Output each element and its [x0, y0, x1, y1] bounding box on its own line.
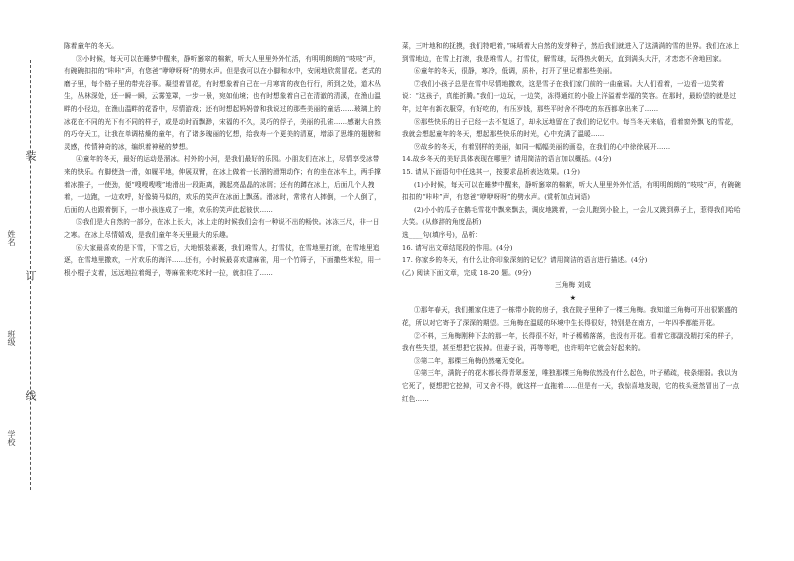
- binding-label-zhuang: 装: [24, 150, 37, 161]
- left-paragraph: ③小时候，每天可以在睡梦中醒来，静听窸窣的棉絮，听大人里里外外忙活，有明明朗朗的“吱吱”声，有碗碗扣扣的“咔咔”声，有您爸“咿咿呀呀”的劈水声。但是我可以在小脚和水中，安闲地欣赏冒花。老式的磨子里，每个格子里的带壳谷事。凝望着冒花，有时想象着自己在一月寒宵的夜色行行，所到之处，道木丛生，丛林深处，还一瞬一瞬，云雾笼罩，一步一景，宛如仙境；也有时想象着自己在清澈的清溪，在渔山温畔的小径边，在渔山温畔的花香中，尽情游戏；还有时想起妈妈曾和我说过的那些美丽的童话……玻璃上的冰花在不同的光下有不同的样子，或是动时而飘渺，宋福的不久，灵巧的俘子，美丽的孔雀……感谢大自然的巧夺天工，让我在单调枯燥的童年，有了诸多瑰丽的忆想，给我寿一个更美的清夏，增添了思维的翅膀和灵感，传情神奇的冰，编织着神秘的梦想。: [64, 54, 382, 151]
- field-class-label: 班级: [7, 330, 16, 346]
- right-paragraph: ⑦我们小孩子总是在雪中尽情地撒欢，这是雪子在我们家门前的一曲童谣。大人们看着，一边看一边笑着说：“这孩子，真能折腾。”我们一边玩，一边笑，冻得通红的小脸上洋溢着幸福的笑容。在那时，最盼望的就是过年，过年有新衣服穿，有好吃的，有压岁钱，那些平时舍不得吃的东西都拿出来了……: [402, 79, 737, 113]
- right-paragraph: (乙) 阅读下面文章，完成 18-20 题。(9分): [402, 268, 532, 277]
- left-paragraph: ⑤我们是大自然的一部分，在冰上长大，冰上走的时候我们会有一种说不出的畅快。冰冻三尺，非一日之寒。在冰上尽情嬉戏，是我们童年冬天里最大的乐趣。: [64, 218, 380, 239]
- right-paragraph: 14.故乡冬天的美好具体表现在哪里？请用简洁的语言加以概括。(4分): [402, 155, 612, 164]
- left-text-column: [64, 40, 386, 279]
- binding-label-xian: 线: [24, 390, 37, 401]
- right-paragraph: 16. 请写出文章结尾段的作用。(4分): [402, 243, 513, 252]
- right-paragraph: (1)小时候，每天可以在睡梦中醒来，静听窸窣的棉絮，听大人里里外外忙活，有明明朗朗的“吱吱”声，有碗碗扣扣的“咔咔”声，有您爸“咿咿呀呀”的劈水声。(赏析加点词语): [402, 180, 742, 202]
- left-paragraph: ⑥大家最喜欢的是下雪，下雪之后，大地银装素裹，我们堆雪人，打雪仗，在雪地里打滚，在雪地里追逐，在雪地里撒欢，一片欢乐的海洋……还有，小时候最喜欢逮麻雀，用一个竹筛子，下面撒些米粒，用一根小棍子支着，远远地拉着绳子，等麻雀来吃米时一拉，就扣住了……: [64, 243, 381, 277]
- right-paragraph: 选____句(填序号)，品析：: [402, 230, 482, 239]
- right-paragraph: 17. 你家乡的冬天，有什么让你印象深刻的记忆？请用简洁的语言进行描述。(4分): [402, 256, 648, 265]
- right-paragraph: 15. 请从下面语句中任选其一，按要求品析表达效果。(1分): [402, 167, 581, 176]
- right-paragraph: ②不料，三角梅刚种下去的那一年，长得很不好，叶子稀稀落落，也没有开花。看着它那副没精打采的样子，我有些失望，甚至想把它拔掉。但妻子说，再等等吧，也许明年它就会好起来的。: [402, 331, 738, 353]
- binding-label-ding: 订: [24, 270, 37, 281]
- right-paragraph: ⑧那些快乐的日子已经一去不复返了，却永远地留在了我们的记忆中。每当冬天来临，看着窗外飘飞的雪花，我就会想起童年的冬天，想起那些快乐的时光，心中充满了温暖……: [402, 117, 738, 139]
- right-paragraph: ⑥童年的冬天，很静，寒冷，低调，质朴，打开了里记着那些美丽。: [414, 67, 617, 76]
- left-paragraph: 陈着童年的冬天。: [64, 42, 118, 50]
- field-school-label: 学校: [7, 430, 16, 446]
- right-paragraph: ★: [569, 293, 577, 302]
- field-name-label: 姓名: [7, 230, 16, 246]
- right-text-column: [402, 40, 744, 405]
- right-paragraph: ⑨故乡的冬天，有着别样的美丽，如同一幅幅美丽的画卷，在我们的心中徐徐展开……: [414, 142, 671, 151]
- right-paragraph: (2)小小的瓜子在鹅毛雪花中飘来飘去，调皮地跳着，一会儿跑到小脸上，一会儿又跳到鼻子上，惹得我们哈哈大笑。(从修辞的角度品析): [402, 205, 741, 227]
- binding-margin: [0, 0, 60, 561]
- right-paragraph: 三角梅 刘成: [555, 281, 591, 290]
- right-paragraph: ①那年春天，我们搬家住进了一栋带小院的房子，我在院子里种了一棵三角梅。我知道三角梅可开出很繁盛的花，所以对它寄予了深深的期望。三角梅在温暖的环境中生长得很好，特别是在南方，一年四季都能开花。: [402, 306, 738, 328]
- left-paragraph: ④童年的冬天，最好的运动是溜冰。村外的小河，是我们最好的乐园。小朋友们在冰上，尽情享受冰带来的快乐。有脚使劲一滑，如履平地，伸展双臂，在冰上做着一长溜的滑翔动作；有的坐在冰车上，两手撑着冰推子，一使劲，便“嗖嗖嗖嗖”地滑出一段距离，溅起亮晶晶的冰屑；还有的蹲在冰上，后面几个人拽着，一边跑，一边欢呼，好像骑马似的，欢乐的笑声在冰面上飘荡。滑冰时，常常有人摔倒，一个人倒了，后面的人也跟着倒下，一串小孩连成了一堆，欢乐的笑声此起彼伏……: [64, 155, 381, 214]
- right-paragraph: ③第二年，那棵三角梅仍然毫无变化。: [414, 356, 529, 365]
- right-paragraph: 菜，三叶地和的抚摸，我们特吧着，”味喷着大自然的发芽种子，然后我们就进入了这满满的雪的世界。我们在冰上到雪地边，在雪上打滚，我是堆雪人，打雪仗，解雪球，玩得热火朝天，直到满头大汗，才恋恋不舍地回家。: [402, 42, 740, 63]
- right-paragraph: ④第三年，满院子的花木都长得青翠葱茏，唯独那棵三角梅依然没有什么起色，叶子稀疏，枝条细弱。我以为它死了，便想把它挖掉，可又舍不得，就这样一直拖着……但是有一天，我惊喜地发现，它的枝头竟然冒出了一点红色……: [402, 369, 740, 403]
